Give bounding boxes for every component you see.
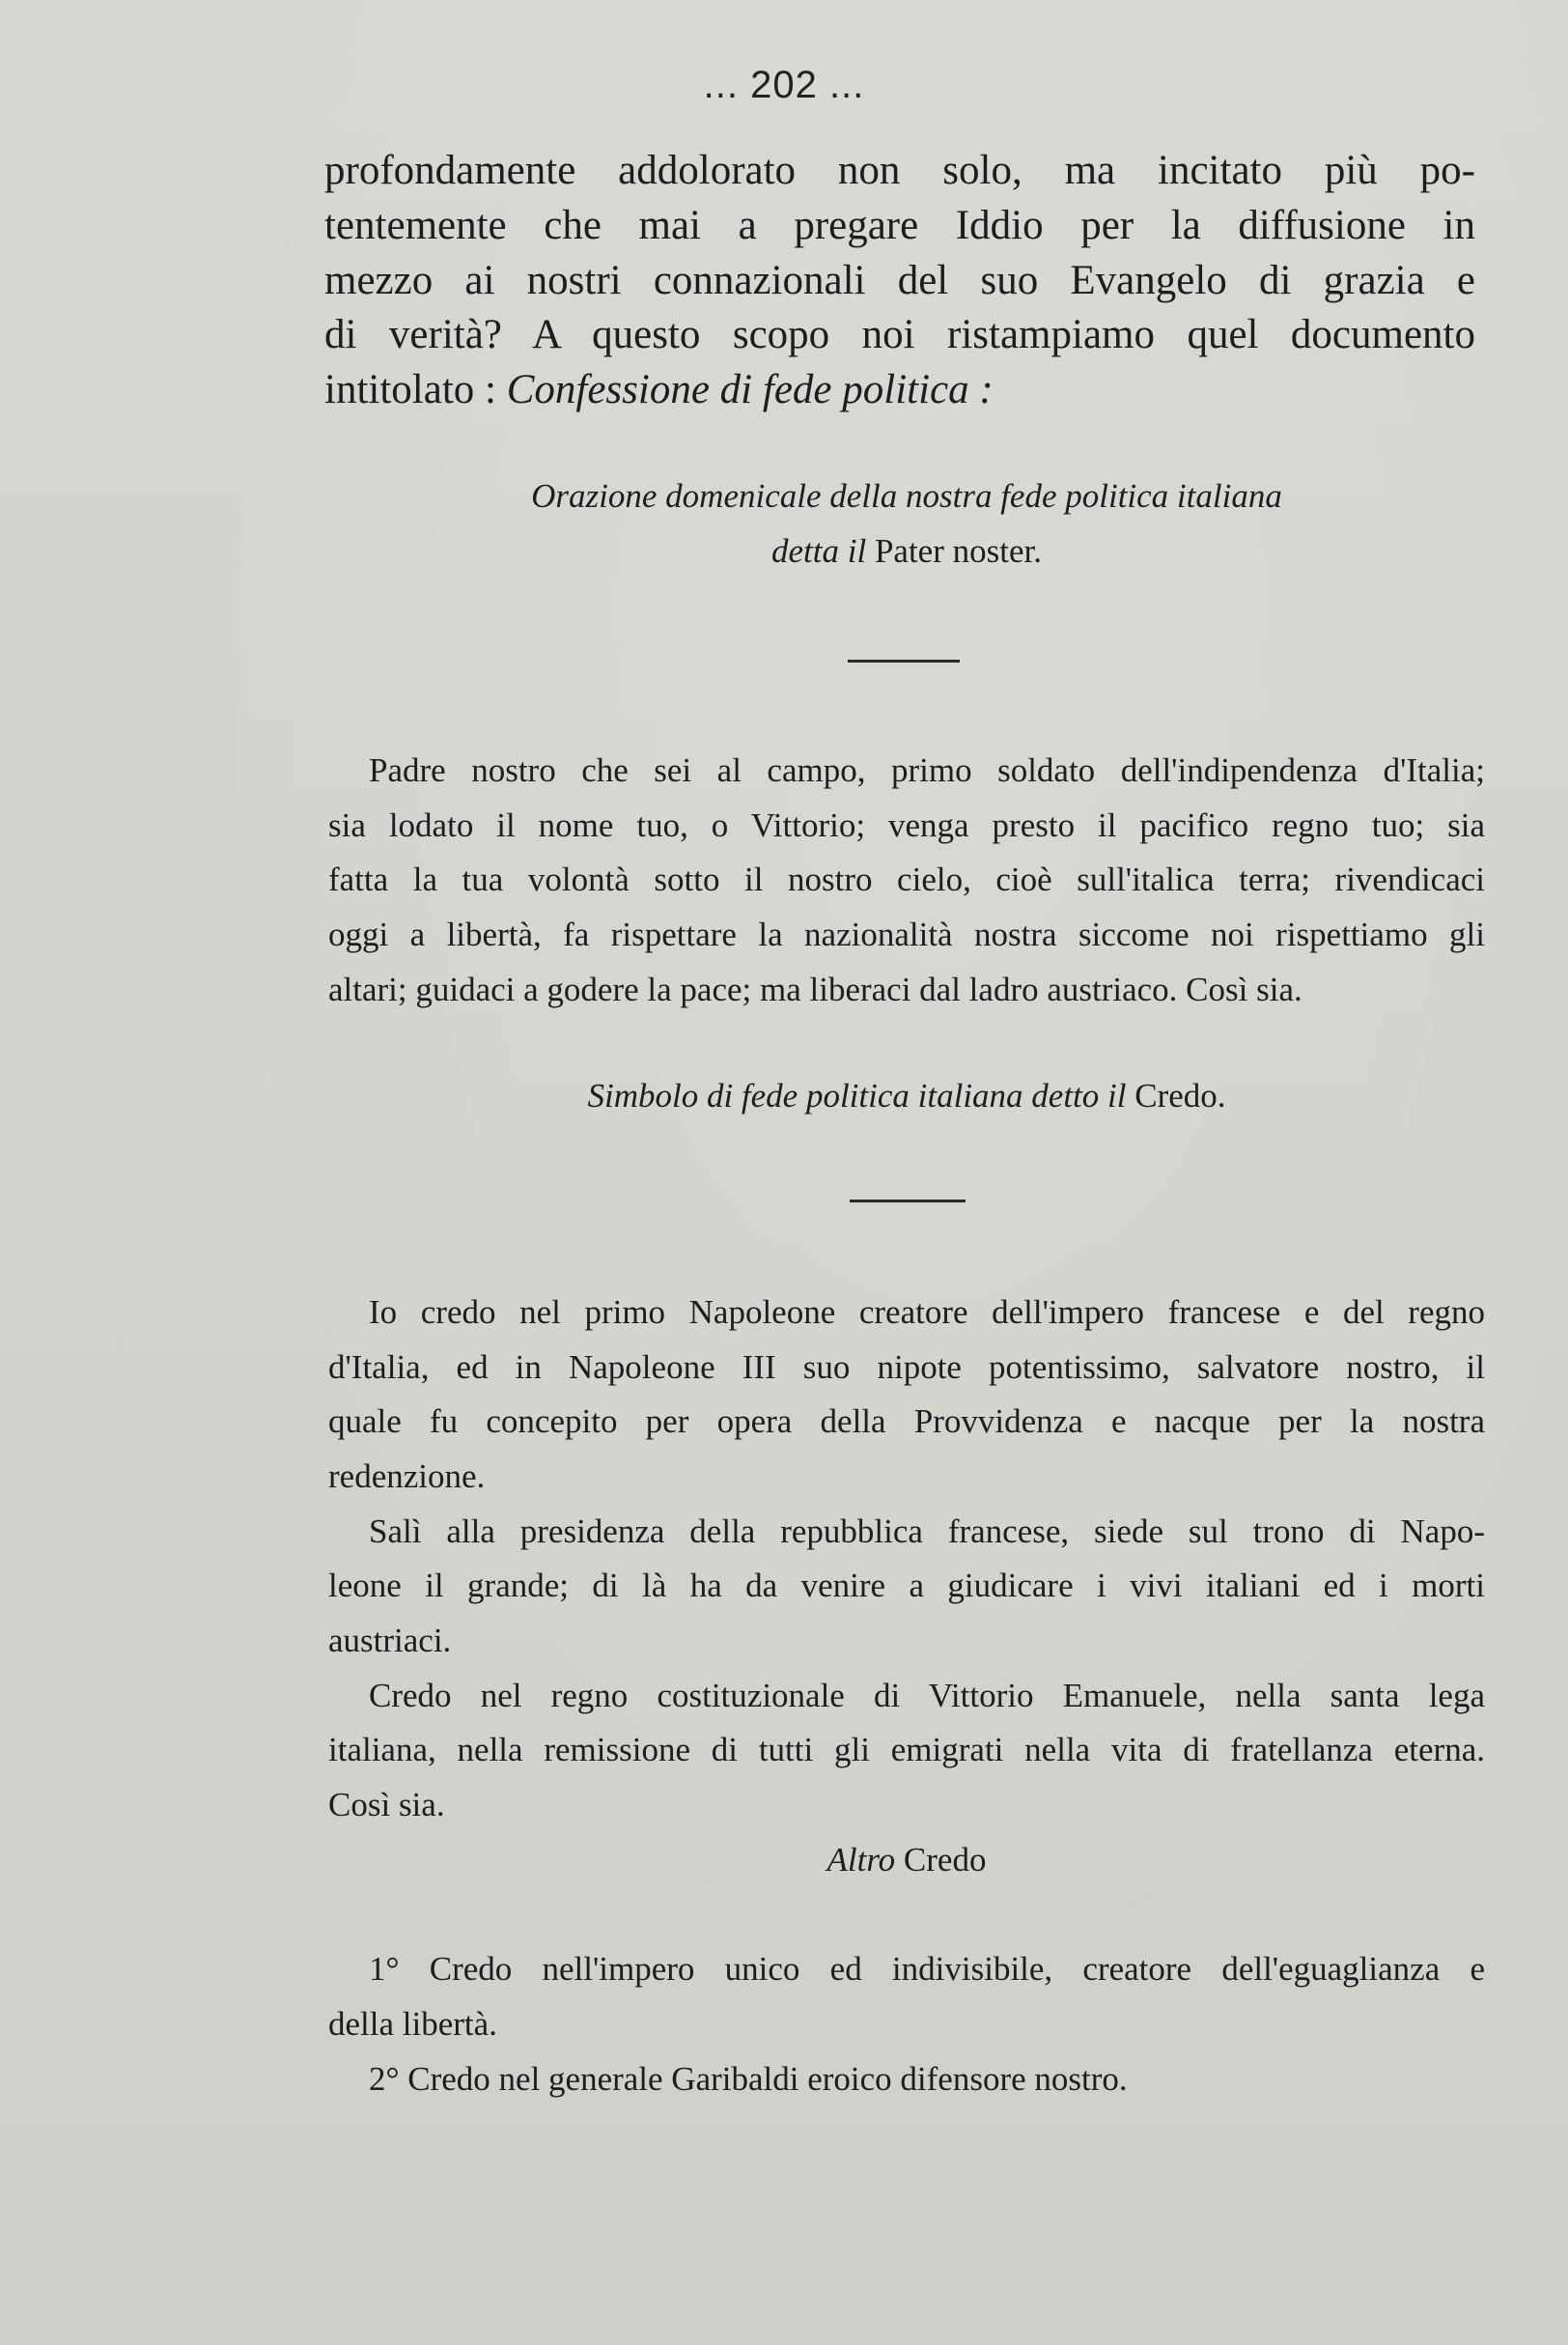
section-divider xyxy=(848,660,960,663)
intro-last-line-prefix: intitolato : xyxy=(324,367,507,412)
credo-line: quale fu concepito per opera della Provvidenza e nacque per la nostra xyxy=(328,1402,1485,1440)
pater-line: fatta la tua volontà sotto il nostro cielo, cioè sull'italica terra; rivendicaci xyxy=(328,861,1485,898)
pater-line: oggi a libertà, fa rispettare la nazionalità nostra siccome noi rispettiamo gli xyxy=(328,916,1485,953)
pater-heading-roman: Pater noster. xyxy=(874,532,1042,570)
pater-heading-line2 xyxy=(328,532,1485,571)
section-divider xyxy=(850,1200,966,1202)
altro-credo-heading-italic: Altro xyxy=(826,1841,904,1879)
credo-line: leone il grande; di là ha da venire a giudicare i vivi italiani ed i morti xyxy=(328,1567,1485,1604)
page-number-header: ... 202 ... xyxy=(703,64,865,106)
credo-line: Credo nel regno costituzionale di Vittorio Emanuele, nella santa lega xyxy=(369,1677,1485,1714)
pater-line: altari; guidaci a godere la pace; ma liberaci dal ladro austriaco. Così sia. xyxy=(328,971,1302,1008)
credo-line: redenzione. xyxy=(328,1457,486,1495)
intro-line: di verità? A questo scopo noi ristampiamo quel documento xyxy=(324,312,1475,357)
pater-heading-italic: detta il xyxy=(771,532,875,570)
pater-line: Padre nostro che sei al campo, primo soldato dell'indipendenza d'Italia; xyxy=(369,751,1485,789)
pater-line: sia lodato il nome tuo, o Vittorio; venga presto il pacifico regno tuo; sia xyxy=(328,806,1485,844)
credo-line: Così sia. xyxy=(328,1786,445,1823)
altro-credo-line: 2° Credo nel generale Garibaldi eroico difensore nostro. xyxy=(369,2060,1128,2098)
credo-line: Io credo nel primo Napoleone creatore dell'impero francese e del regno xyxy=(369,1293,1485,1331)
altro-credo-line: della libertà. xyxy=(328,2005,497,2043)
credo-line: italiana, nella remissione di tutti gli emigrati nella vita di fratellanza eterna. xyxy=(328,1731,1485,1768)
intro-last-line xyxy=(324,366,1475,413)
credo-heading-italic: Simbolo di fede politica italiana detto il xyxy=(587,1077,1135,1115)
credo-line: Salì alla presidenza della repubblica francese, siede sul trono di Napo- xyxy=(369,1512,1485,1550)
intro-line: mezzo ai nostri connazionali del suo Evangelo di grazia e xyxy=(324,258,1475,303)
credo-heading-roman: Credo. xyxy=(1134,1077,1226,1115)
credo-heading xyxy=(328,1077,1485,1116)
credo-line: d'Italia, ed in Napoleone III suo nipote potentissimo, salvatore nostro, il xyxy=(328,1348,1485,1386)
confession-title: Confessione di fede politica : xyxy=(506,367,994,412)
intro-line: tentemente che mai a pregare Iddio per la diffusione in xyxy=(324,203,1475,248)
pater-heading-line1: Orazione domenicale della nostra fede politica italiana xyxy=(531,477,1282,515)
altro-credo-heading xyxy=(328,1841,1485,1879)
altro-credo-heading-roman: Credo xyxy=(903,1841,987,1879)
intro-line: profondamente addolorato non solo, ma incitato più po- xyxy=(324,148,1475,193)
credo-line: austriaci. xyxy=(328,1622,452,1659)
altro-credo-line: 1° Credo nell'impero unico ed indivisibile, creatore dell'eguaglianza e xyxy=(369,1950,1485,1988)
